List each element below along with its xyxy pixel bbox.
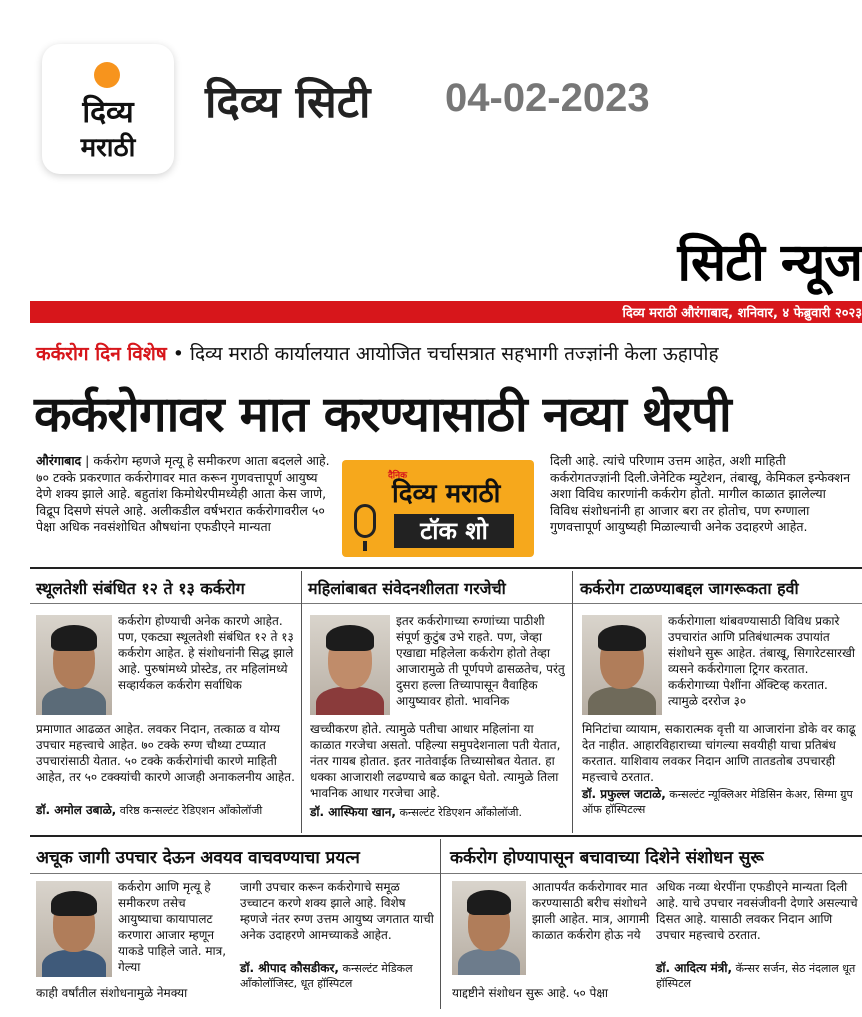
- talk-show-label: टॉक शो: [394, 514, 514, 548]
- byline-name: डॉ. आस्फिया खान,: [310, 805, 396, 819]
- column-text: मिनिटांचा व्यायाम, सकारात्मक वृत्ती या आजारांना डोके वर काढू देत नाहीत. आहारविहाराच्या चांगल्या सवयीही याचा प्रतिबंध करतात. याशिवाय लवकर निदान आणि तातडतोब उपचारही महत्त्वाचे ठरतात.: [582, 722, 856, 784]
- author-photo: [582, 615, 662, 715]
- talk-show-small: दैनिक: [388, 471, 408, 481]
- column-heading: स्थूलतेशी संबंधित १२ ते १३ कर्करोग: [36, 579, 245, 598]
- masthead-strip-text: दिव्य मराठी औरंगाबाद, शनिवार, ४ फेब्रुवारी २०२३: [622, 306, 862, 321]
- section-title: सिटी न्यूज: [677, 233, 862, 293]
- headline: कर्करोगावर मात करण्यासाठी नव्या थेरपी: [34, 386, 731, 443]
- column-heading: महिलांबाबत संवेदनशीलता गरजेची: [308, 579, 506, 598]
- divider: [30, 835, 862, 837]
- talk-show-logo: [342, 460, 534, 557]
- talk-show-brand: दिव्य मराठी: [392, 479, 501, 509]
- byline-role: कन्सल्टंट न्यूक्लिअर मेडिसिन केअर, सिग्मा ग्रुप ऑफ हॉस्पिटल्स: [582, 788, 853, 816]
- divider: [30, 603, 862, 604]
- kicker-label: कर्करोग दिन विशेष: [36, 343, 167, 365]
- kicker: [36, 340, 719, 366]
- column-text: कर्करोगाला थांबवण्यासाठी विविध प्रकारे उपचारांत आणि प्रतिबंधात्मक उपायांत संशोधने सुरू आहेत. तंबाखू, सिगारेटसारखी व्यसने कर्करोगाला ट्रिगर करतात. कर्करोगाच्या पेशींना ॲक्टिव्ह करतात. त्यामुळे दररोज ३०: [668, 614, 855, 708]
- column-text: कर्करोग आणि मृत्यू हे समीकरण तसेच आयुष्याचा कायापालट करणारा आजार म्हणून याकडे पाहिले जाते. मात्र, गेल्या: [118, 880, 227, 974]
- byline-role: कन्सल्टंट रेडिएशन ऑंकोलॉजी.: [395, 806, 523, 819]
- logo-text-line2: मराठी: [80, 133, 136, 163]
- column-text: काही वर्षांतील संशोधनामुळे नेमक्या: [36, 986, 188, 1000]
- intro-dateline: औरंगाबाद: [36, 453, 82, 468]
- author-photo: [36, 615, 112, 715]
- masthead-strip: [30, 301, 862, 323]
- column-text: प्रमाणात आढळत आहेत. लवकर निदान, तत्काळ व योग्य उपचार महत्त्वाचे आहेत. ७० टक्के रुग्ण चौथ्या टप्प्यात उपचारांसाठी येतात. ५० टक्के कर्करोगांची कारणे माहिती आहेत, तर ५० टक्क्यांची कारणे आजही अनाकलनीय आहेत.: [36, 722, 295, 784]
- microphone-icon: [354, 504, 376, 538]
- column-heading: कर्करोग टाळण्याबद्दल जागरूकता हवी: [580, 579, 799, 598]
- edition-date: 04-02-2023: [445, 76, 650, 120]
- logo-text-line1: दिव्य: [82, 95, 134, 130]
- column-text: अधिक नव्या थेरपींना एफडीएने मान्यता दिली आहे. याचे उपचार नवसंजीवनी देणारे असल्याचे दिसत आहे. यासाठी लवकर निदान आणि उपचार महत्त्वाचे ठरतात.: [656, 880, 858, 942]
- column-divider: [440, 839, 441, 1009]
- author-photo: [36, 881, 112, 977]
- logo-sun-icon: [94, 62, 120, 88]
- byline: [36, 803, 298, 818]
- column-divider: [301, 571, 302, 833]
- byline: [310, 805, 568, 820]
- column-text: आतापर्यंत कर्करोगावर मात करण्यासाठी बरीच संशोधने झाली आहेत. मात्र, आगामी काळात कर्करोग होऊ नये: [532, 880, 650, 942]
- author-photo: [452, 881, 526, 975]
- intro-left-text: | कर्करोग म्हणजे मृत्यू हे समीकरण आता बदलले आहे. ७० टक्के प्रकरणात कर्करोगावर मात करून गुणवत्तापूर्ण आयुष्य देणे शक्य झाले आहे. बहुतांश किमोथेरपीमध्येही आता केस जाणे, विद्रूप दिसणे संपले आहे. अलीकडील वर्षभरात कर्करोगावरील ५० पेक्षा अधिक नवसंशोधित औषधांना एफडीएने मान्यता: [36, 453, 330, 534]
- column-divider: [572, 571, 573, 833]
- edition-title: दिव्य सिटी: [205, 77, 371, 128]
- column-text: कर्करोग होण्याची अनेक कारणे आहेत. पण, एकट्या स्थूलतेशी संबंधित १२ ते १३ कर्करोग आहेत. हे संशोधनांनी सिद्ध झाले आहे. पुरुषांमध्ये प्रोस्टेड, तर महिलांमध्ये सव्हार्यकल कर्करोग सर्वाधिक: [118, 614, 294, 692]
- byline: [240, 961, 436, 991]
- column-text: खच्चीकरण होते. त्यामुळे पतीचा आधार महिलांना या काळात गरजेचा असतो. पहिल्या समुपदेशनाला पती येतात, नंतर गायब होतात. इतर नातेवाईक तिच्यासोबत येतात. हा धक्का आजाराशी लढण्याचे बळ काढून घेतो. त्यामुळे तिला भावनिक आधार गरजेचा आहे.: [310, 722, 561, 800]
- column-heading: कर्करोग होण्यापासून बचावाच्या दिशेने संशोधन सुरू: [450, 848, 764, 868]
- byline-role: वरिष्ठ कन्सल्टंट रेडिएशन ऑंकोलॉजी: [116, 804, 263, 817]
- column-text: इतर कर्करोगाच्या रुग्णांच्या पाठीशी संपूर्ण कुटुंब उभे राहते. पण, जेव्हा एखाद्या महिलेला कर्करोग होतो तेव्हा आजारामुळे ती पूर्णपणे ढासळतेच, परंतु दुसरा हल्ला तिच्यापासून वैवाहिक आयुष्यावर होतो. भावनिक: [396, 614, 565, 708]
- byline-role: कन्सल्टंट मेडिकल ऑंकोलॉजिस्ट, धूत हॉस्पिटल: [240, 962, 413, 990]
- author-photo: [310, 615, 390, 715]
- byline-name: डॉ. श्रीपाद कौसडीकर,: [240, 961, 339, 975]
- app-logo[interactable]: [42, 44, 174, 174]
- kicker-text: • दिव्य मराठी कार्यालयात आयोजित चर्चासत्रात सहभागी तज्ज्ञांनी केला ऊहापोह: [166, 343, 719, 365]
- byline-name: डॉ. आदित्य मंत्री,: [656, 961, 733, 975]
- column-text: याद्दष्टीने संशोधन सुरू आहे. ५० पेक्षा: [452, 986, 609, 1000]
- divider: [30, 567, 862, 569]
- column-text: जागी उपचार करून कर्करोगाचे समूळ उच्चाटन करणे शक्य झाले आहे. विशेष म्हणजे नंतर रुग्ण उत्तम आयुष्य जगतात याची अनेक उदाहरणे आमच्याकडे आहेत.: [240, 880, 434, 942]
- byline-name: डॉ. अमोल उबाळे,: [36, 803, 117, 817]
- intro-left: [36, 453, 334, 536]
- column-heading: अचूक जागी उपचार देऊन अवयव वाचवण्याचा प्रयत्न: [36, 848, 360, 868]
- byline-role: कॅन्सर सर्जन, सेठ नंदलाल धूत हॉस्पिटल: [656, 962, 856, 990]
- byline: [582, 787, 858, 817]
- intro-right: दिली आहे. त्यांचे परिणाम उत्तम आहेत, अशी माहिती कर्करोगतज्ज्ञांनी दिली.जेनेटिक म्युटेशन, तंबाखू, केमिकल इन्फेक्शन अशा विविध कारणांनी कर्करोग होतो. मागील काळात झालेल्या विविध संशोधनांनी हा आजार बरा तर होतोच, पण रुग्णाला गुणवत्तापूर्ण आयुष्यही मिळाल्याची अनेक उदाहरणे आहेत.: [550, 453, 851, 534]
- byline-name: डॉ. प्रफुल्ल जटाळे,: [582, 787, 666, 801]
- newspaper-page: [30, 215, 862, 1017]
- byline: [656, 961, 858, 991]
- app-header: [0, 0, 862, 200]
- divider: [30, 873, 862, 874]
